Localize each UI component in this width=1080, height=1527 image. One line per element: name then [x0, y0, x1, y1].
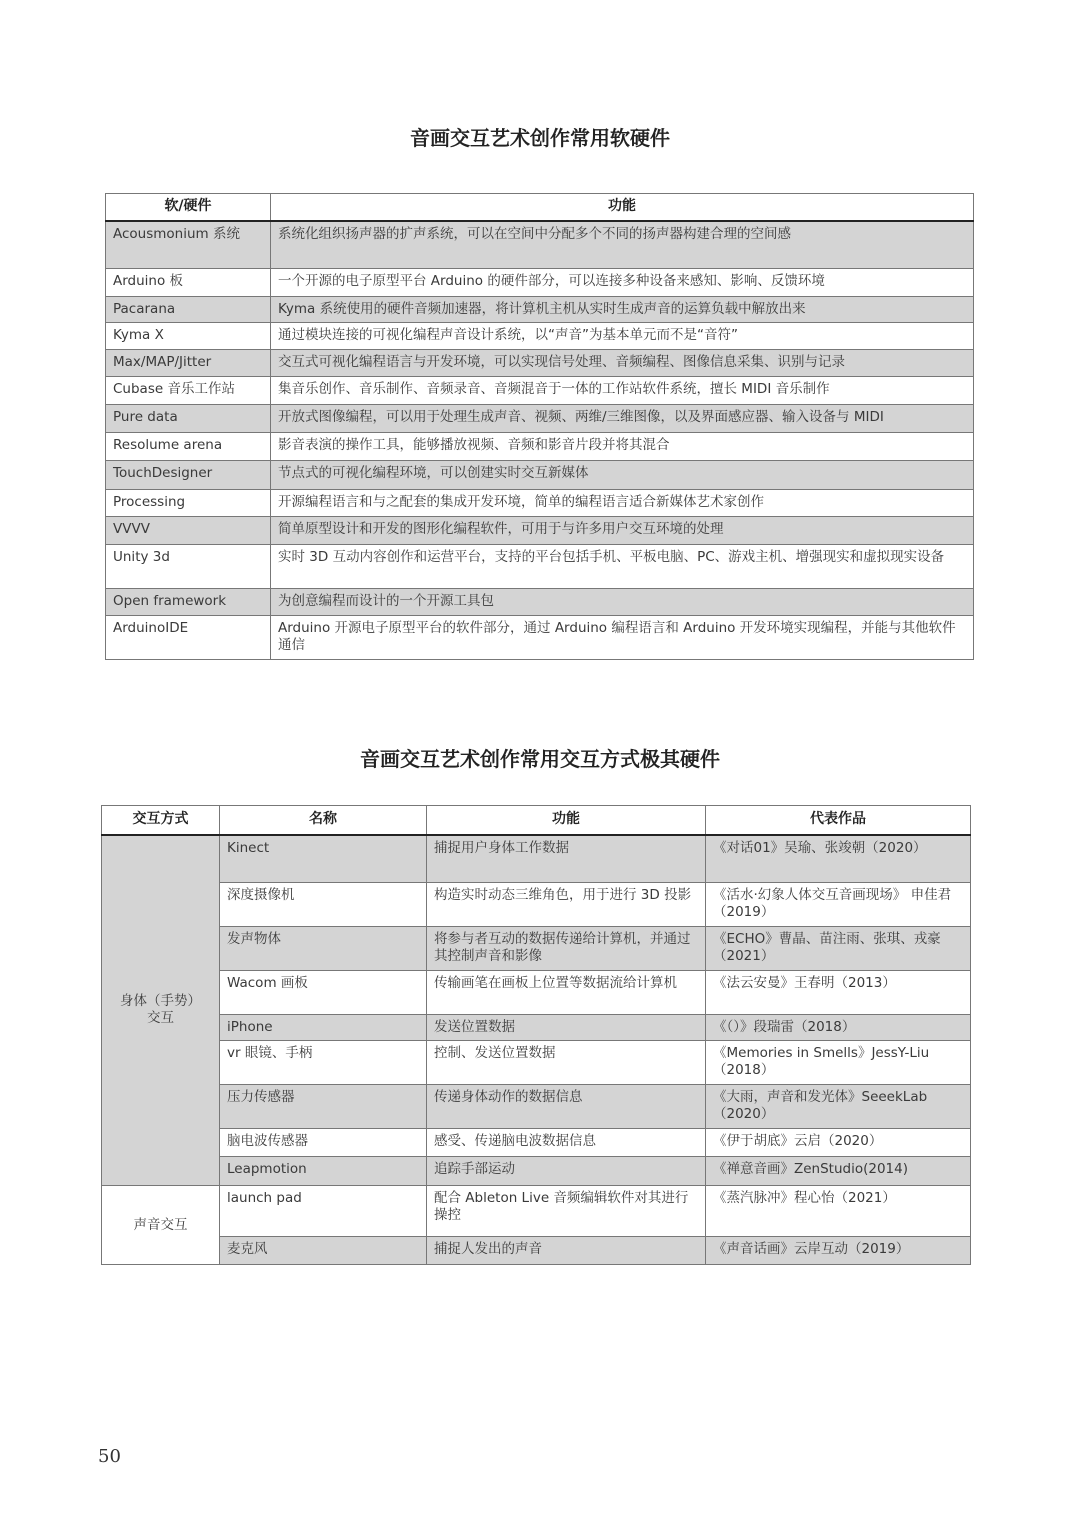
- header-representative-work: 代表作品: [706, 806, 971, 835]
- row-name: Cubase 音乐工作站: [106, 377, 271, 405]
- table-row: [106, 589, 974, 616]
- row-function: 捕捉用户身体工作数据: [427, 835, 706, 883]
- row-name: Leapmotion: [220, 1157, 427, 1186]
- table-row: [102, 835, 971, 883]
- group-voice-interaction: [102, 1186, 220, 1265]
- row-function: 开源编程语言和与之配套的集成开发环境，简单的编程语言适合新媒体艺术家创作: [271, 490, 974, 517]
- table-row: [106, 405, 974, 433]
- row-function: 配合 Ableton Live 音频编辑软件对其进行操控: [427, 1186, 706, 1237]
- table-row: [102, 1015, 971, 1041]
- table-row: [102, 1157, 971, 1186]
- row-function: 感受、传递脑电波数据信息: [427, 1129, 706, 1157]
- row-function: 构造实时动态三维角色，用于进行 3D 投影: [427, 883, 706, 927]
- table-row: [102, 1237, 971, 1265]
- table-row: [102, 971, 971, 1015]
- table-row: [106, 616, 974, 660]
- row-function: 交互式可视化编程语言与开发环境，可以实现信号处理、音频编程、图像信息采集、识别与记录: [271, 350, 974, 377]
- row-work: 《蒸汽脉冲》程心怡（2021）: [706, 1186, 971, 1237]
- row-name: Processing: [106, 490, 271, 517]
- table-row: [102, 1085, 971, 1129]
- table-row: [102, 927, 971, 971]
- row-name: Kinect: [220, 835, 427, 883]
- table-row: [106, 350, 974, 377]
- header-function: 功能: [271, 194, 974, 221]
- row-function: 影音表演的操作工具，能够播放视频、音频和影音片段并将其混合: [271, 433, 974, 461]
- header-software-hardware: 软/硬件: [106, 194, 271, 221]
- group-label: 声音交互: [133, 1216, 188, 1233]
- table2-title: 音画交互艺术创作常用交互方式极其硬件: [360, 747, 720, 771]
- row-function: 将参与者互动的数据传递给计算机，并通过其控制声音和影像: [427, 927, 706, 971]
- group-label: 身体（手势）交互: [120, 993, 201, 1027]
- software-hardware-table: [105, 193, 974, 660]
- row-name: Wacom 画板: [220, 971, 427, 1015]
- row-function: 捕捉人发出的声音: [427, 1237, 706, 1265]
- table-row: [106, 269, 974, 297]
- row-function: 为创意编程而设计的一个开源工具包: [271, 589, 974, 616]
- table-row: [106, 517, 974, 545]
- row-name: Open framework: [106, 589, 271, 616]
- table-row: [102, 1186, 971, 1237]
- row-function: Arduino 开源电子原型平台的软件部分，通过 Arduino 编程语言和 Arduino 开发环境实现编程，并能与其他软件通信: [271, 616, 974, 660]
- row-name: Max/MAP/Jitter: [106, 350, 271, 377]
- row-work: 《（）》段瑞雷（2018）: [706, 1015, 971, 1041]
- row-name: VVVV: [106, 517, 271, 545]
- row-name: Resolume arena: [106, 433, 271, 461]
- table-row: [106, 377, 974, 405]
- row-name: 脑电波传感器: [220, 1129, 427, 1157]
- row-work: 《对话01》吴瑜、张竣朝（2020）: [706, 835, 971, 883]
- row-work: 《活水·幻象人体交互音画现场》 申佳君（2019）: [706, 883, 971, 927]
- interaction-methods-table: [101, 805, 971, 1265]
- header-interaction-method: 交互方式: [102, 806, 220, 835]
- row-name: 发声物体: [220, 927, 427, 971]
- row-work: 《大雨，声音和发光体》SeeekLab（2020）: [706, 1085, 971, 1129]
- row-function: 追踪手部运动: [427, 1157, 706, 1186]
- row-work: 《禅意音画》ZenStudio(2014): [706, 1157, 971, 1186]
- row-function: 通过模块连接的可视化编程声音设计系统，以“声音”为基本单元而不是“音符”: [271, 323, 974, 350]
- table1-title: 音画交互艺术创作常用软硬件: [410, 126, 670, 150]
- row-name: Arduino 板: [106, 269, 271, 297]
- row-function: Kyma 系统使用的硬件音频加速器，将计算机主机从实时生成声音的运算负载中解放出来: [271, 297, 974, 323]
- row-work: 《Memories in Smells》JessY-Liu（2018）: [706, 1041, 971, 1085]
- row-name: 压力传感器: [220, 1085, 427, 1129]
- row-work: 《声音话画》云岸互动（2019）: [706, 1237, 971, 1265]
- row-name: Acousmonium 系统: [106, 221, 271, 269]
- row-function: 开放式图像编程，可以用于处理生成声音、视频、两维/三维图像，以及界面感应器、输入设备与 MIDI: [271, 405, 974, 433]
- row-function: 传输画笔在画板上位置等数据流给计算机: [427, 971, 706, 1015]
- row-function: 发送位置数据: [427, 1015, 706, 1041]
- header-name: 名称: [220, 806, 427, 835]
- table-row: [106, 461, 974, 490]
- table-row: [106, 297, 974, 323]
- table-row: [102, 1129, 971, 1157]
- row-function: 控制、发送位置数据: [427, 1041, 706, 1085]
- table-row: [106, 433, 974, 461]
- row-work: 《法云安曼》王春明（2013）: [706, 971, 971, 1015]
- row-name: vr 眼镜、手柄: [220, 1041, 427, 1085]
- table-row: [106, 490, 974, 517]
- row-name: Pacarana: [106, 297, 271, 323]
- row-name: Unity 3d: [106, 545, 271, 589]
- row-function: 一个开源的电子原型平台 Arduino 的硬件部分，可以连接多种设备来感知、影响、反馈环境: [271, 269, 974, 297]
- row-name: launch pad: [220, 1186, 427, 1237]
- row-name: Kyma X: [106, 323, 271, 350]
- row-function: 系统化组织扬声器的扩声系统，可以在空间中分配多个不同的扬声器构建合理的空间感: [271, 221, 974, 269]
- page-number: 50: [98, 1446, 121, 1467]
- row-work: 《伊于胡底》云启（2020）: [706, 1129, 971, 1157]
- table-row: [106, 221, 974, 269]
- row-name: iPhone: [220, 1015, 427, 1041]
- table-row: [102, 1041, 971, 1085]
- row-function: 节点式的可视化编程环境，可以创建实时交互新媒体: [271, 461, 974, 490]
- group-body-gesture-interaction: [102, 835, 220, 1186]
- row-function: 集音乐创作、音乐制作、音频录音、音频混音于一体的工作站软件系统，擅长 MIDI 音乐制作: [271, 377, 974, 405]
- row-work: 《ECHO》曹晶、苗注雨、张琪、戎豪（2021）: [706, 927, 971, 971]
- table-row: [102, 883, 971, 927]
- table-row: [106, 323, 974, 350]
- row-function: 简单原型设计和开发的图形化编程软件，可用于与许多用户交互环境的处理: [271, 517, 974, 545]
- row-function: 实时 3D 互动内容创作和运营平台，支持的平台包括手机、平板电脑、PC、游戏主机、增强现实和虚拟现实设备: [271, 545, 974, 589]
- row-name: 深度摄像机: [220, 883, 427, 927]
- row-name: 麦克风: [220, 1237, 427, 1265]
- row-name: Pure data: [106, 405, 271, 433]
- table-row: [106, 545, 974, 589]
- row-name: ArduinoIDE: [106, 616, 271, 660]
- row-function: 传递身体动作的数据信息: [427, 1085, 706, 1129]
- header-function: 功能: [427, 806, 706, 835]
- row-name: TouchDesigner: [106, 461, 271, 490]
